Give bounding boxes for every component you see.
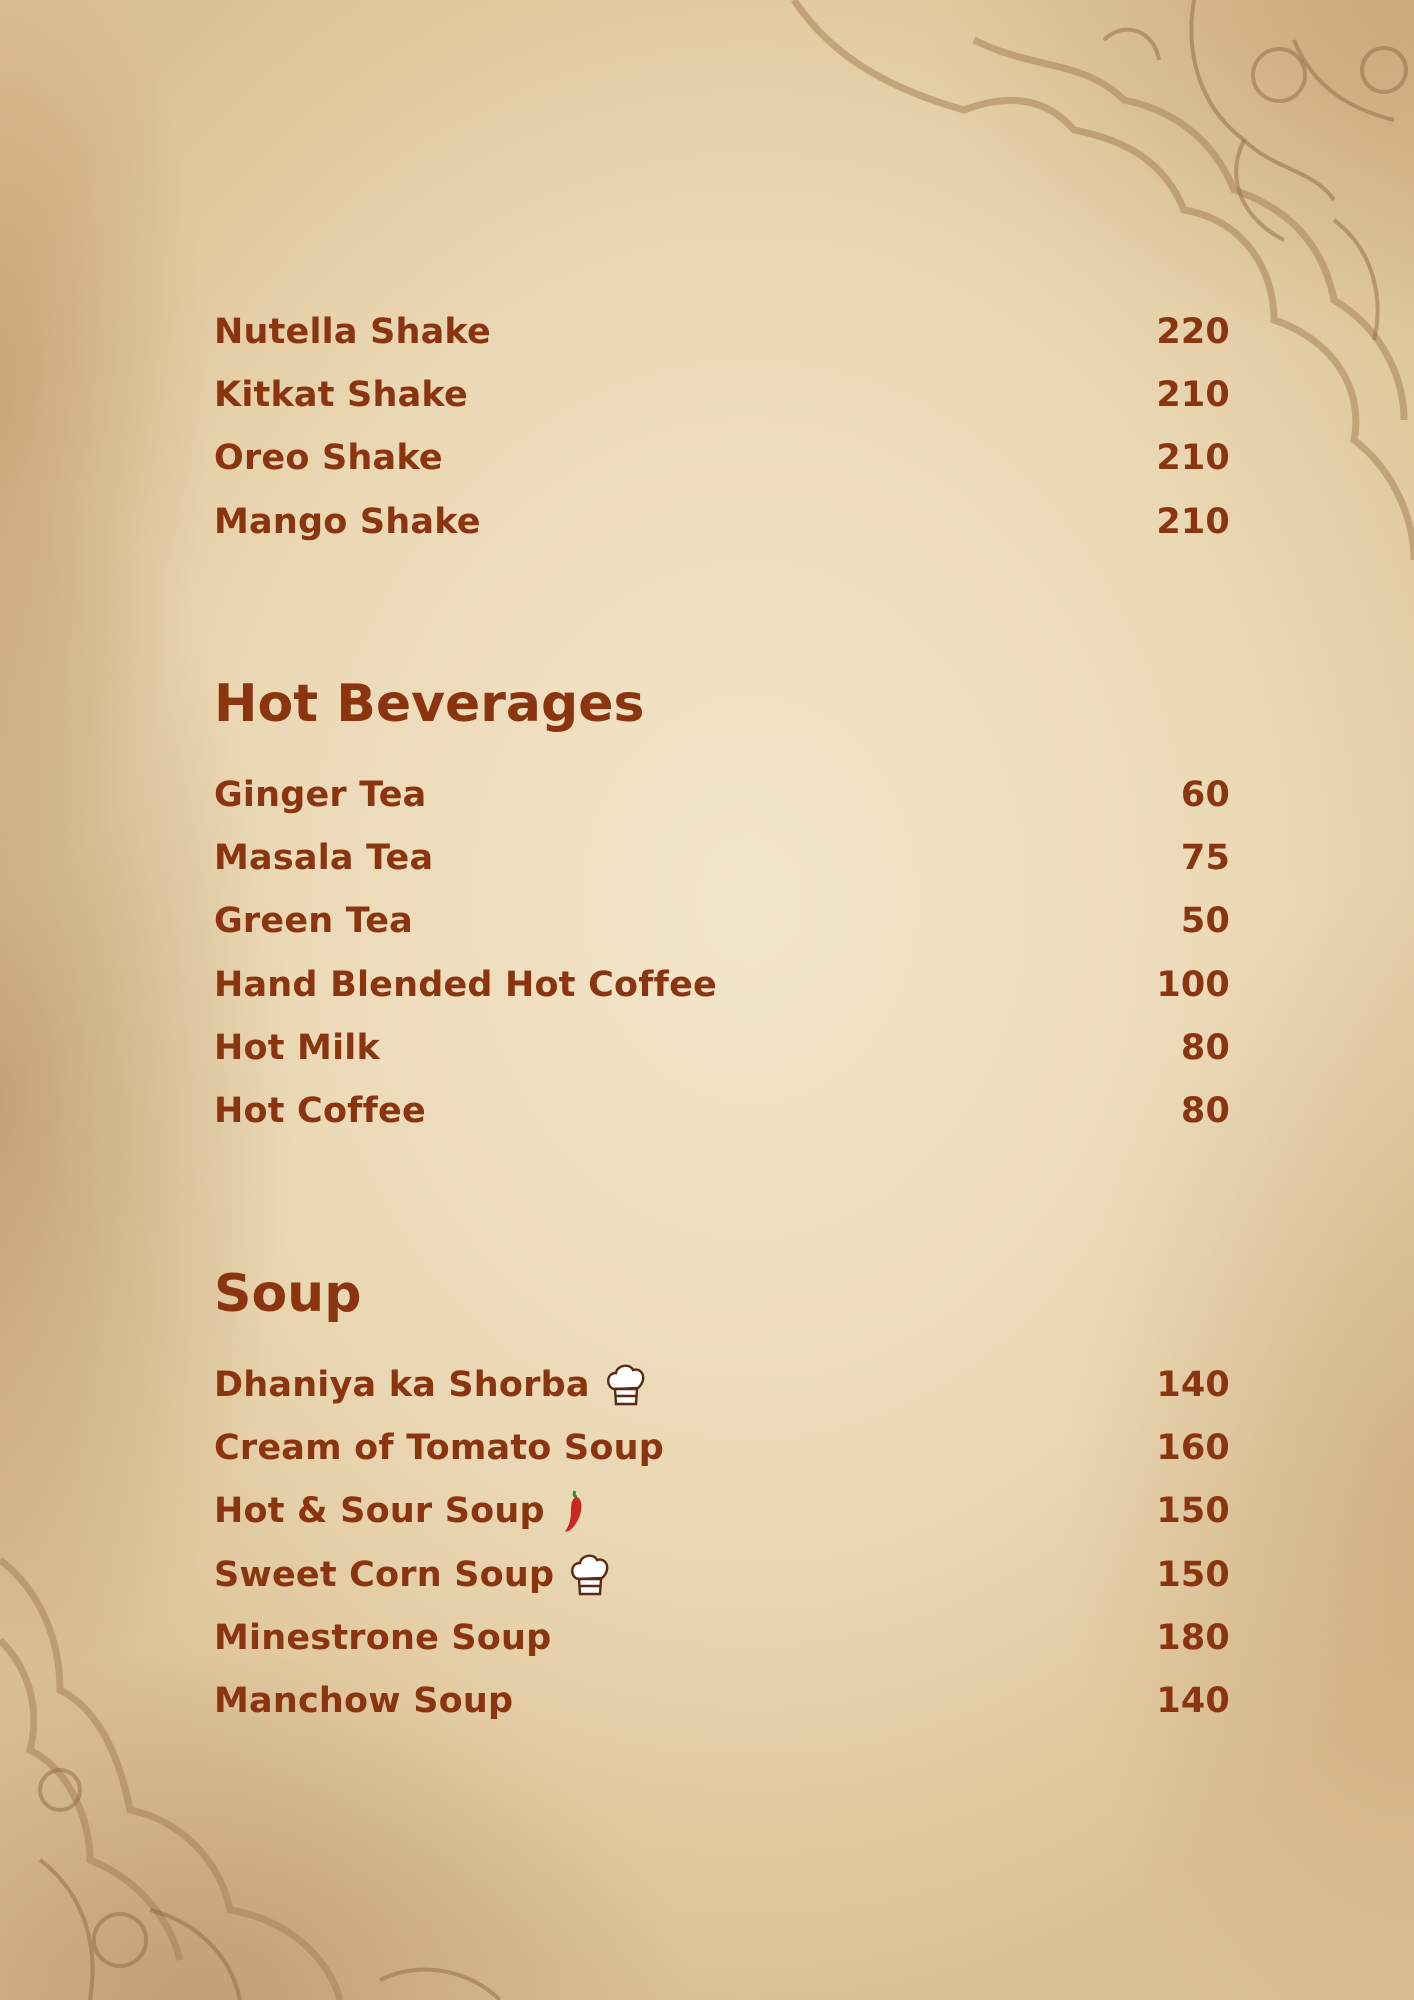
item-price: 160 — [1156, 1427, 1230, 1468]
item-name: Ginger Tea — [214, 774, 427, 815]
item-name: Minestrone Soup — [214, 1617, 552, 1658]
item-price: 210 — [1156, 501, 1230, 542]
menu-item — [214, 1080, 1230, 1143]
item-price: 75 — [1180, 838, 1230, 879]
item-price: 150 — [1156, 1554, 1230, 1595]
item-name-wrap — [214, 1487, 589, 1535]
item-name: Cream of Tomato Soup — [214, 1427, 664, 1468]
item-name: Oreo Shake — [214, 438, 443, 479]
item-name: Green Tea — [214, 901, 413, 942]
item-price: 100 — [1156, 964, 1230, 1005]
section-title-soup: Soup — [214, 1263, 362, 1324]
hot-beverages-section — [214, 663, 1230, 1143]
menu-item — [214, 1480, 1230, 1543]
item-name: Hand Blended Hot Coffee — [214, 964, 717, 1005]
item-price: 180 — [1156, 1617, 1230, 1658]
section-title-hot-beverages: Hot Beverages — [214, 674, 645, 735]
item-name: Hot & Sour Soup — [214, 1491, 545, 1532]
item-price: 220 — [1156, 311, 1230, 352]
item-price: 50 — [1180, 901, 1230, 942]
item-name: Sweet Corn Soup — [214, 1554, 555, 1595]
soup-section — [214, 1253, 1230, 1733]
menu-item — [214, 1416, 1230, 1479]
item-price: 80 — [1180, 1091, 1230, 1132]
item-price: 210 — [1156, 438, 1230, 479]
item-price: 80 — [1180, 1028, 1230, 1069]
menu-item — [214, 826, 1230, 889]
menu-item — [214, 953, 1230, 1016]
item-name: Mango Shake — [214, 501, 481, 542]
item-price: 60 — [1180, 774, 1230, 815]
item-price: 140 — [1156, 1364, 1230, 1405]
item-price: 150 — [1156, 1491, 1230, 1532]
menu-item — [214, 490, 1230, 553]
item-name: Kitkat Shake — [214, 374, 468, 415]
item-name: Masala Tea — [214, 838, 434, 879]
menu-item — [214, 890, 1230, 953]
item-price: 140 — [1156, 1681, 1230, 1722]
chef-hat-icon — [568, 1551, 612, 1599]
menu-item — [214, 1543, 1230, 1606]
menu-item — [214, 1669, 1230, 1732]
menu-page — [214, 300, 1230, 1733]
item-name-wrap — [214, 1361, 648, 1409]
menu-item — [214, 1606, 1230, 1669]
chili-icon — [559, 1487, 589, 1535]
item-name: Hot Milk — [214, 1028, 380, 1069]
menu-item — [214, 1353, 1230, 1416]
item-price: 210 — [1156, 374, 1230, 415]
item-name: Nutella Shake — [214, 311, 491, 352]
menu-item — [214, 427, 1230, 490]
shakes-list — [214, 300, 1230, 553]
menu-item — [214, 1016, 1230, 1079]
menu-item — [214, 300, 1230, 363]
menu-item — [214, 763, 1230, 826]
item-name: Hot Coffee — [214, 1091, 426, 1132]
item-name: Manchow Soup — [214, 1681, 514, 1722]
menu-item — [214, 363, 1230, 426]
chef-hat-icon — [604, 1361, 648, 1409]
item-name-wrap — [214, 1551, 612, 1599]
item-name: Dhaniya ka Shorba — [214, 1364, 590, 1405]
